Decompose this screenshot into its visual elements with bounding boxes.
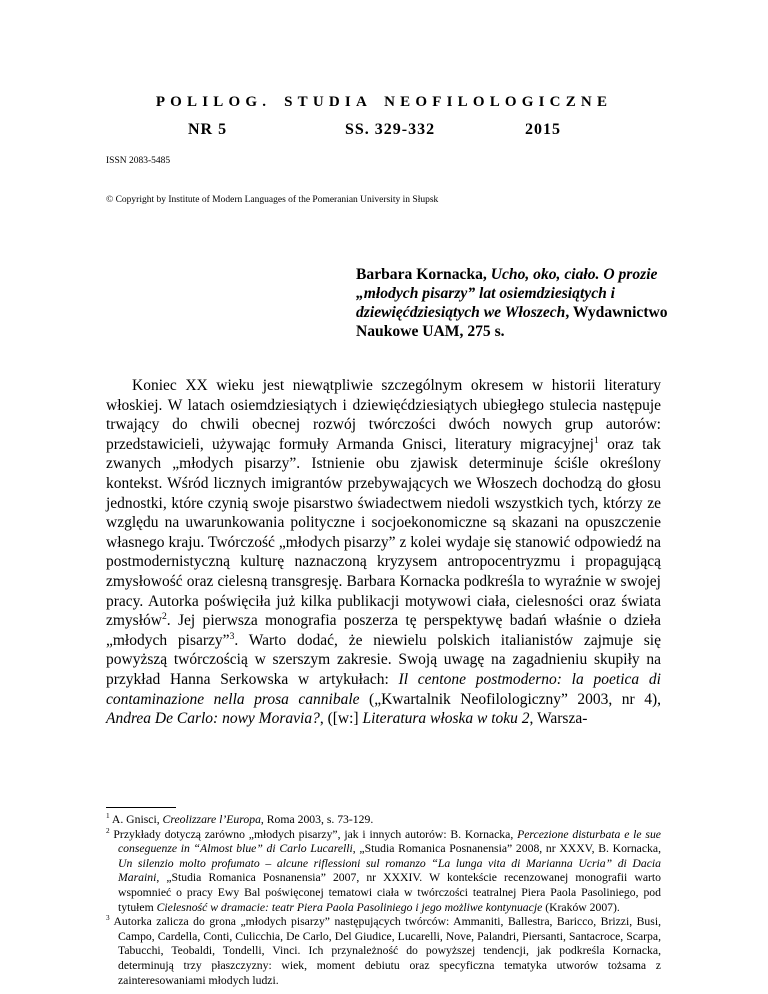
page-range: SS. 329-332	[344, 121, 436, 138]
book-title: Ucho, oko, ciało. O prozie „młodych pisarzy” lat osiemdziesiątych i dziewięćdziesiątych we Włoszech	[356, 266, 658, 321]
footnote-number: 3	[106, 914, 110, 923]
title-italic: Andrea De Carlo: nowy Moravia?	[106, 710, 320, 728]
footnote	[106, 828, 661, 916]
text: A. Gnisci,	[109, 813, 163, 826]
footnotes	[106, 813, 661, 988]
publication-year: 2015	[525, 121, 561, 138]
text: . Warto dodać, że niewielu polskich italianistów zajmuje się powyższą twórczością w szerszym zakresie. Swoją uwagę na zagadnieniu skupiły na przykład Hanna Serkowska w artykułach:	[106, 631, 661, 688]
footnote-separator	[106, 807, 176, 808]
text: , Roma 2003, s. 73-129.	[260, 813, 374, 826]
book-author: Barbara Kornacka,	[356, 266, 491, 283]
title-italic: Literatura włoska w toku 2	[362, 710, 530, 728]
text: Autorka zalicza do grona „młodych pisarzy” następujących twórców: Ammaniti, Ballestra, Baricco, Brizzi, Busi, Campo, Cardella, Conti, Culicchia, De Carlo, Del Giudice, Lucarelli, Nove, Palandri, Piersanti, Santacroce, Scarpa, Tabucchi, Teobaldi, Tondelli, Vinci. Ich przynależność do powyższej tendencji, jak podkreśla Kornacka, determinują trzy płaszczyzny: wiek, moment debiutu oraz specyficzna tematyka utworów tożsama z zainteresowaniami młodych ludzi.	[109, 915, 661, 987]
text: , ([w:]	[319, 710, 363, 728]
text: , „Studia Romanica Posnanensia” 2007, nr XXXIV. W kontekście recenzowanej monografii warto wspomnieć o pracy Ewy Bal poświęconej tematowi ciała w twórczości teatralnej Piera Paola Pasoliniego, pod tytułem	[118, 871, 661, 914]
text: (Kraków 2007).	[542, 900, 620, 914]
footnote	[106, 915, 661, 988]
text: . Jej pierwsza monografia poszerza tę perspektywę badań właśnie o dzieła „młodych pisarzy”	[106, 612, 661, 649]
footnote-ref: 3	[229, 630, 235, 642]
text: („Kwartalnik Neofilologiczny” 2003, nr 4),	[359, 690, 661, 708]
footnote-ref: 2	[161, 610, 167, 622]
paragraph	[106, 376, 661, 729]
title-italic: Creolizzare l’Europa	[162, 813, 261, 826]
footnote-number: 1	[106, 812, 110, 821]
issue-number: NR 5	[188, 121, 228, 138]
text: Przykłady dotyczą zarówno „młodych pisarzy”, jak i innych autorów: B. Kornacka,	[109, 827, 518, 841]
copyright-notice: © Copyright by Institute of Modern Languages of the Pomeranian University in Słupsk	[106, 195, 439, 205]
footnote-number: 2	[106, 826, 110, 835]
title-italic: Cielesność w dramacie: teatr Piera Paola Pasoliniego i jego możliwe kontynuacje	[156, 900, 543, 914]
text: , „Studia Romanica Posnanensia” 2008, nr XXXV, B. Kornacka,	[352, 842, 661, 856]
text: oraz tak zwanych „młodych pisarzy”. Istnienie obu zjawisk determinuje ściśle określony kontekst. Wśród licznych imigrantów przebywających we Włoszech dochodzą do głosu jednostki, które czynią swoje pisarstwo świadectwem niedoli wszystkich tych, którzy ze względu na uwarunkowania polityczne i socjoekonomiczne są skazani na opuszczenie własnego kraju. Twórczość „młodych pisarzy” z kolei wydaje się stanowić odpowiedź na postmodernistyczną kulturę naznaczoną kryzysem antropocentryzmu i propagującą zmysłowość oraz cielesną transgresję. Barbara Kornacka podkreśla to wyraźnie w swojej pracy. Autorka poświęciła już kilka publikacji motywowi ciała, cielesności oraz świata zmysłów	[106, 435, 662, 630]
title-italic: Un silenzio molto profumato – alcune riflessioni sul romanzo “La lunga vita di Marianna Ucria” di Dacia Maraini	[118, 856, 661, 885]
footnote	[106, 813, 661, 828]
title-italic: Il centone postmoderno: la poetica di contaminazione nella prosa cannibale	[106, 670, 661, 708]
title-italic: Percezione disturbata e le sue conseguenze in “Almost blue” di Carlo Lucarelli	[118, 827, 661, 856]
reviewed-book-citation	[356, 265, 686, 341]
footnote-ref: 1	[593, 434, 599, 446]
body-text	[106, 376, 661, 729]
text: Koniec XX wieku jest niewątpliwie szczególnym okresem w historii literatury włoskiej. W latach osiemdziesiątych i dziewięćdziesiątych ubiegłego stulecia następuje trwający do chwili obecnej rozwój twórczości dwóch nowych grup autorów: przedstawicieli, używając formuły Armanda Gnisci, literatury migracyjnej	[106, 377, 661, 453]
book-publisher: , Wydawnictwo Naukowe UAM, 275 s.	[356, 304, 668, 340]
issn: ISSN 2083-5485	[106, 156, 171, 166]
text: , Warsza-	[529, 710, 588, 728]
journal-title: POLILOG. STUDIA NEOFILOLOGICZNE	[155, 94, 613, 110]
